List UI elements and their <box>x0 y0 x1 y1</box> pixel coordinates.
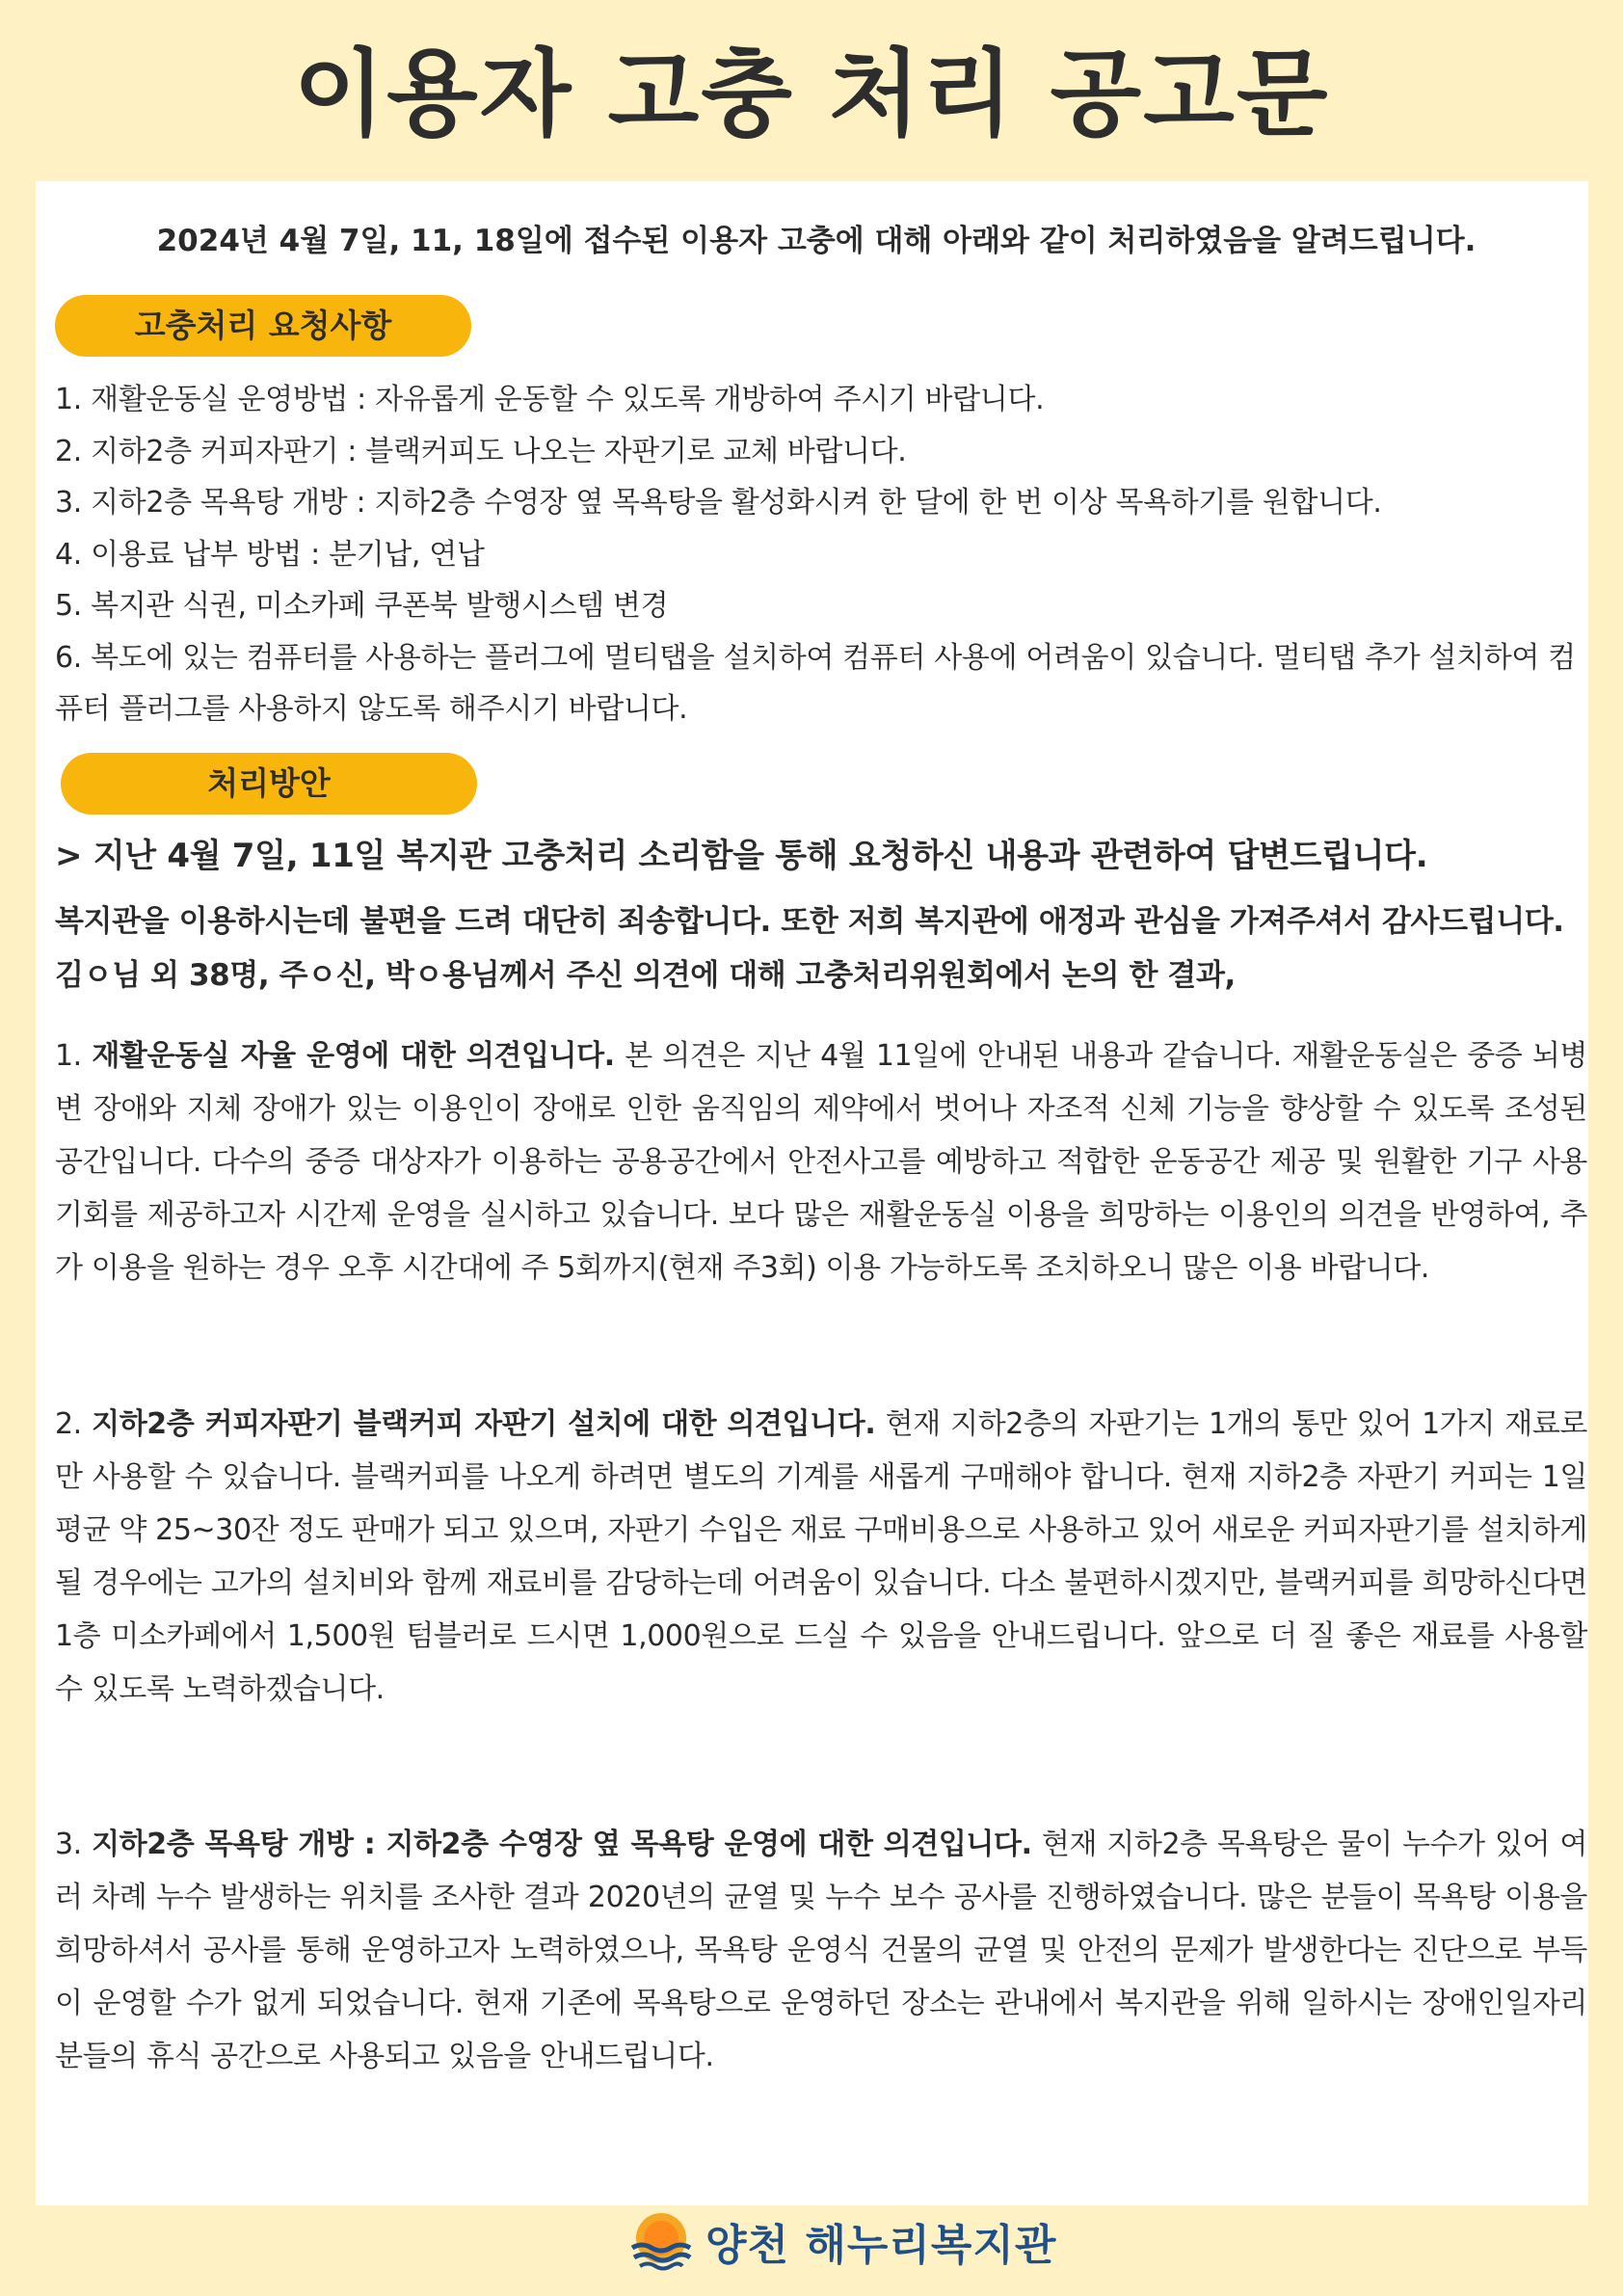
list-item: 5. 복지관 식권, 미소카페 쿠폰북 발행시스템 변경 <box>55 589 669 623</box>
answer-title: 지하2층 목욕탕 개방 : 지하2층 수영장 옆 목욕탕 운영에 대한 의견입니다. <box>92 1828 1032 1861</box>
answer-1 <box>55 1029 1587 1295</box>
intro-text: 2024년 4월 7일, 11, 18일에 접수된 이용자 고충에 대해 아래와 같이 처리하였음을 알려드립니다. <box>156 224 1477 258</box>
answer-body: 본 의견은 지난 4월 11일에 안내된 내용과 같습니다. 재활운동실은 중증 뇌병변 장애와 지체 장애가 있는 이용인이 장애로 인한 움직임의 제약에서 벗어나 자조적 신체 기능을 향상할 수 있도록 조성된 공간입니다. 다수의 중증 대상자가 이용하는 공용공간에서 안전사고를 예방하고 적합한 운동공간 제공 및 원활한 기구 사용 기회를 제공하고자 시간제 운영을 실시하고 있습니다. 보다 많은 재활운동실 이용을 희망하는 이용인의 의견을 반영하여, 추가 이용을 원하는 경우 오후 시간대에 주 5회까지(현재 주3회) 이용 가능하도록 조치하오니 많은 이용 바랍니다. <box>55 1039 1587 1285</box>
page-title: 이용자 고충 처리 공고문 <box>293 40 1330 149</box>
answer-title: 재활운동실 자율 운영에 대한 의견입니다. <box>92 1039 615 1073</box>
answer-body: 현재 지하2층 목욕탕은 물이 누수가 있어 여러 차례 누수 발생하는 위치를 조사한 결과 2020년의 균열 및 누수 보수 공사를 진행하였습니다. 많은 분들이 목욕탕 이용을 희망하셔서 공사를 통해 운영하고자 노력하였으나, 목욕탕 운영식 건물의 균열 및 안전의 문제가 발생한다는 진단으로 부득이 운영할 수가 없게 되었습니다. 현재 기존에 목욕탕으로 운영하던 장소는 관내에서 복지관을 위해 일하시는 장애인일자리분들의 휴식 공간으로 사용되고 있음을 안내드립니다. <box>55 1828 1587 2073</box>
footer-logo <box>626 2209 1056 2273</box>
answer-number: 3. <box>55 1828 82 1861</box>
answer-3 <box>55 1818 1587 2083</box>
list-item: 2. 지하2층 커피자판기 : 블랙커피도 나오는 자판기로 교체 바랍니다. <box>55 434 907 468</box>
apology-text: 복지관을 이용하시는데 불편을 드려 대단히 죄송합니다. 또한 저희 복지관에 애정과 관심을 가져주셔서 감사드립니다. 김ㅇ님 외 38명, 주ㅇ신, 박ㅇ용님께서 주신 의견에 대해 고충처리위원회에서 논의 한 결과, <box>55 904 1564 993</box>
answer-number: 1. <box>55 1039 82 1073</box>
list-item: 3. 지하2층 목욕탕 개방 : 지하2층 수영장 옆 목욕탕을 활성화시켜 한 달에 한 번 이상 목욕하기를 원합니다. <box>55 486 1382 520</box>
list-item: 1. 재활운동실 운영방법 : 자유롭게 운동할 수 있도록 개방하여 주시기 바랍니다. <box>55 383 1045 416</box>
answer-2 <box>55 1398 1587 1716</box>
solutions-heading: 처리방안 <box>61 753 477 814</box>
solutions-lead: > 지난 4월 7일, 11일 복지관 고충처리 소리함을 통해 요청하신 내용과 관련하여 답변드립니다. <box>55 837 1428 875</box>
requests-heading: 고충처리 요청사항 <box>55 295 471 357</box>
sun-wave-logo-icon <box>626 2209 696 2273</box>
logo-text: 양천 해누리복지관 <box>705 2221 1057 2270</box>
answer-body: 현재 지하2층의 자판기는 1개의 통만 있어 1가지 재료로만 사용할 수 있습니다. 블랙커피를 나오게 하려면 별도의 기계를 새롭게 구매해야 합니다. 현재 지하2층 자판기 커피는 1일 평균 약 25~30잔 정도 판매가 되고 있으며, 자판기 수입은 재료 구매비용으로 사용하고 있어 새로운 커피자판기를 설치하게 될 경우에는 고가의 설치비와 함께 재료비를 감당하는데 어려움이 있습니다. 다소 불편하시겠지만, 블랙커피를 희망하신다면 1층 미소카페에서 1,500원 텀블러로 드시면 1,000원으로 드실 수 있음을 안내드립니다. 앞으로 더 질 좋은 재료를 사용할 수 있도록 노력하겠습니다. <box>55 1407 1588 1706</box>
notice-panel <box>36 181 1588 2205</box>
list-item: 6. 복도에 있는 컴퓨터를 사용하는 플러그에 멀티탭을 설치하여 컴퓨터 사용에 어려움이 있습니다. 멀티탭 추가 설치하여 컴퓨터 플러그를 사용하지 않도록 해주시기 바랍니다. <box>55 640 1576 726</box>
list-item: 4. 이용료 납부 방법 : 분기납, 연납 <box>55 537 485 572</box>
request-list <box>55 374 1593 735</box>
answer-title: 지하2층 커피자판기 블랙커피 자판기 설치에 대한 의견입니다. <box>92 1407 876 1441</box>
answer-number: 2. <box>55 1407 82 1441</box>
